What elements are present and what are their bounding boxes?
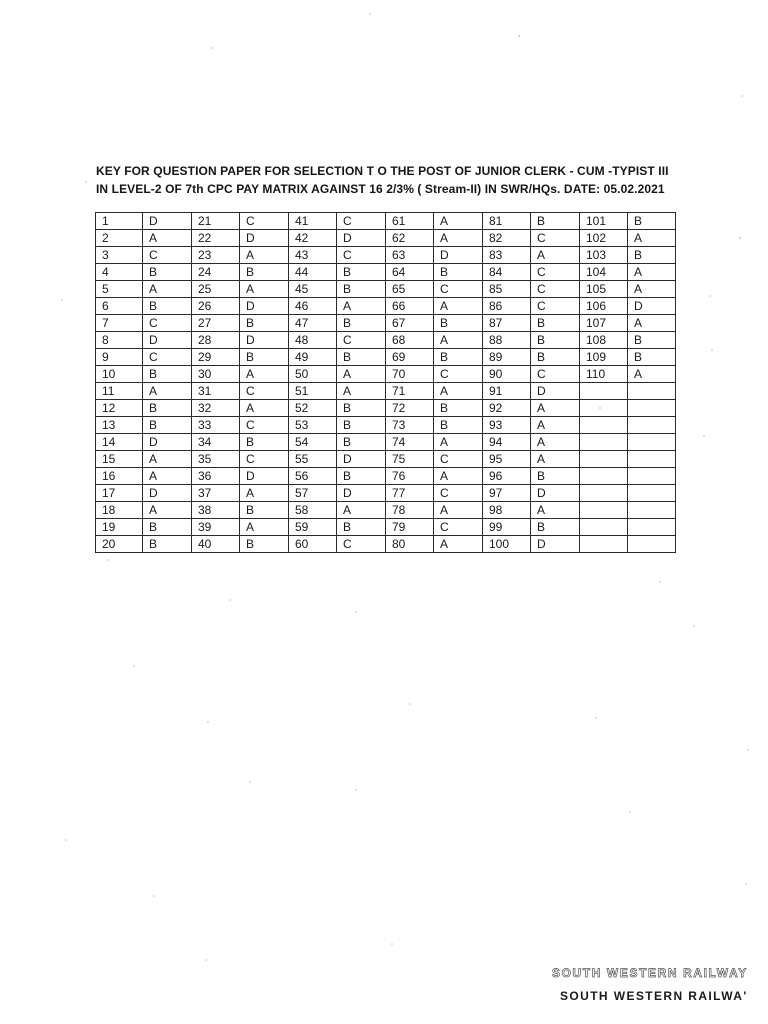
- question-number-cell: 77: [386, 485, 434, 502]
- question-number-cell: 19: [96, 519, 143, 536]
- question-number-cell: 89: [483, 349, 531, 366]
- answer-cell: B: [337, 417, 386, 434]
- answer-cell: B: [531, 468, 580, 485]
- answer-cell: C: [434, 366, 483, 383]
- question-number-cell: 83: [483, 247, 531, 264]
- answer-cell: B: [434, 417, 483, 434]
- answer-cell: [628, 434, 676, 451]
- answer-cell: A: [628, 230, 676, 247]
- answer-cell: C: [337, 247, 386, 264]
- question-number-cell: 90: [483, 366, 531, 383]
- answer-cell: [628, 400, 676, 417]
- question-number-cell: 23: [192, 247, 240, 264]
- question-number-cell: 87: [483, 315, 531, 332]
- answer-cell: B: [531, 349, 580, 366]
- question-number-cell: 46: [289, 298, 337, 315]
- question-number-cell: 69: [386, 349, 434, 366]
- title-line-2: IN LEVEL-2 OF 7th CPC PAY MATRIX AGAINST 16 2/3% ( Stream-II) IN SWR/HQs. DATE: 05.02.2021: [96, 182, 665, 196]
- question-number-cell: [580, 417, 628, 434]
- question-number-cell: [580, 434, 628, 451]
- answer-cell: B: [337, 468, 386, 485]
- answer-cell: A: [531, 417, 580, 434]
- answer-cell: A: [434, 213, 483, 230]
- answer-cell: A: [337, 298, 386, 315]
- question-number-cell: 10: [96, 366, 143, 383]
- question-number-cell: 30: [192, 366, 240, 383]
- answer-cell: C: [531, 230, 580, 247]
- answer-cell: D: [143, 434, 192, 451]
- question-number-cell: 73: [386, 417, 434, 434]
- question-number-cell: 51: [289, 383, 337, 400]
- answer-cell: B: [240, 264, 289, 281]
- question-number-cell: 50: [289, 366, 337, 383]
- answer-cell: C: [531, 366, 580, 383]
- answer-cell: D: [531, 485, 580, 502]
- answer-cell: A: [434, 502, 483, 519]
- answer-cell: A: [531, 400, 580, 417]
- answer-cell: A: [434, 230, 483, 247]
- question-number-cell: 29: [192, 349, 240, 366]
- page-title: [96, 162, 696, 198]
- answer-cell: B: [240, 315, 289, 332]
- question-number-cell: [580, 451, 628, 468]
- question-number-cell: 21: [192, 213, 240, 230]
- question-number-cell: 61: [386, 213, 434, 230]
- answer-cell: B: [143, 366, 192, 383]
- answer-cell: D: [531, 536, 580, 553]
- question-number-cell: [580, 502, 628, 519]
- question-number-cell: 6: [96, 298, 143, 315]
- question-number-cell: 95: [483, 451, 531, 468]
- table-row: [96, 230, 676, 247]
- question-number-cell: 88: [483, 332, 531, 349]
- question-number-cell: 11: [96, 383, 143, 400]
- question-number-cell: 5: [96, 281, 143, 298]
- answer-cell: [628, 417, 676, 434]
- answer-cell: B: [337, 349, 386, 366]
- question-number-cell: 43: [289, 247, 337, 264]
- answer-cell: D: [143, 485, 192, 502]
- answer-cell: C: [337, 332, 386, 349]
- answer-cell: A: [628, 264, 676, 281]
- question-number-cell: 2: [96, 230, 143, 247]
- question-number-cell: [580, 485, 628, 502]
- answer-cell: D: [434, 247, 483, 264]
- answer-cell: B: [434, 400, 483, 417]
- answer-cell: C: [143, 247, 192, 264]
- table-row: [96, 332, 676, 349]
- answer-cell: B: [434, 264, 483, 281]
- question-number-cell: 38: [192, 502, 240, 519]
- answer-cell: B: [628, 213, 676, 230]
- answer-cell: C: [434, 485, 483, 502]
- answer-cell: B: [434, 315, 483, 332]
- answer-cell: D: [143, 213, 192, 230]
- answer-cell: A: [337, 383, 386, 400]
- railway-stamp: SOUTH WESTERN RAILWA': [560, 989, 748, 1003]
- question-number-cell: 99: [483, 519, 531, 536]
- table-row: [96, 485, 676, 502]
- answer-cell: B: [143, 298, 192, 315]
- question-number-cell: 97: [483, 485, 531, 502]
- answer-cell: C: [531, 298, 580, 315]
- question-number-cell: 54: [289, 434, 337, 451]
- title-line-1: KEY FOR QUESTION PAPER FOR SELECTION T O THE POST OF JUNIOR CLERK - CUM -TYPIST III: [96, 164, 669, 178]
- question-number-cell: 41: [289, 213, 337, 230]
- question-number-cell: [580, 383, 628, 400]
- question-number-cell: 78: [386, 502, 434, 519]
- answer-cell: B: [240, 434, 289, 451]
- table-row: [96, 366, 676, 383]
- table-row: [96, 213, 676, 230]
- question-number-cell: 47: [289, 315, 337, 332]
- answer-cell: [628, 485, 676, 502]
- question-number-cell: 76: [386, 468, 434, 485]
- answer-cell: B: [531, 213, 580, 230]
- question-number-cell: 102: [580, 230, 628, 247]
- answer-key-table: [95, 212, 676, 553]
- question-number-cell: 24: [192, 264, 240, 281]
- question-number-cell: 34: [192, 434, 240, 451]
- answer-cell: A: [143, 502, 192, 519]
- question-number-cell: 32: [192, 400, 240, 417]
- question-number-cell: 20: [96, 536, 143, 553]
- table-row: [96, 519, 676, 536]
- table-row: [96, 502, 676, 519]
- question-number-cell: 22: [192, 230, 240, 247]
- question-number-cell: 84: [483, 264, 531, 281]
- question-number-cell: 71: [386, 383, 434, 400]
- answer-cell: D: [143, 332, 192, 349]
- answer-cell: C: [434, 519, 483, 536]
- question-number-cell: 3: [96, 247, 143, 264]
- question-number-cell: 60: [289, 536, 337, 553]
- table-row: [96, 298, 676, 315]
- answer-cell: D: [337, 230, 386, 247]
- question-number-cell: 108: [580, 332, 628, 349]
- question-number-cell: 103: [580, 247, 628, 264]
- answer-cell: B: [434, 349, 483, 366]
- answer-cell: D: [240, 298, 289, 315]
- answer-cell: D: [240, 468, 289, 485]
- question-number-cell: 44: [289, 264, 337, 281]
- question-number-cell: 109: [580, 349, 628, 366]
- answer-cell: B: [143, 536, 192, 553]
- answer-cell: A: [434, 332, 483, 349]
- answer-cell: A: [434, 468, 483, 485]
- question-number-cell: 72: [386, 400, 434, 417]
- answer-cell: A: [628, 315, 676, 332]
- answer-cell: A: [143, 451, 192, 468]
- answer-cell: A: [240, 400, 289, 417]
- question-number-cell: 80: [386, 536, 434, 553]
- question-number-cell: 94: [483, 434, 531, 451]
- question-number-cell: 27: [192, 315, 240, 332]
- question-number-cell: 1: [96, 213, 143, 230]
- question-number-cell: 14: [96, 434, 143, 451]
- answer-cell: D: [531, 383, 580, 400]
- answer-cell: B: [143, 519, 192, 536]
- question-number-cell: 16: [96, 468, 143, 485]
- answer-cell: A: [531, 247, 580, 264]
- question-number-cell: 55: [289, 451, 337, 468]
- question-number-cell: 49: [289, 349, 337, 366]
- answer-cell: [628, 536, 676, 553]
- question-number-cell: 96: [483, 468, 531, 485]
- question-number-cell: 53: [289, 417, 337, 434]
- question-number-cell: 15: [96, 451, 143, 468]
- answer-cell: A: [240, 366, 289, 383]
- answer-cell: B: [240, 349, 289, 366]
- table-row: [96, 383, 676, 400]
- question-number-cell: 39: [192, 519, 240, 536]
- question-number-cell: 31: [192, 383, 240, 400]
- question-number-cell: 106: [580, 298, 628, 315]
- answer-cell: A: [531, 434, 580, 451]
- answer-cell: A: [628, 366, 676, 383]
- question-number-cell: 9: [96, 349, 143, 366]
- answer-cell: B: [531, 315, 580, 332]
- question-number-cell: 107: [580, 315, 628, 332]
- question-number-cell: 45: [289, 281, 337, 298]
- question-number-cell: 59: [289, 519, 337, 536]
- railway-stamp-outline: SOUTH WESTERN RAILWAY: [552, 966, 748, 980]
- answer-cell: A: [240, 247, 289, 264]
- answer-cell: A: [531, 502, 580, 519]
- answer-cell: D: [240, 332, 289, 349]
- question-number-cell: 33: [192, 417, 240, 434]
- answer-cell: D: [337, 451, 386, 468]
- answer-cell: D: [240, 230, 289, 247]
- table-row: [96, 468, 676, 485]
- answer-cell: A: [143, 281, 192, 298]
- question-number-cell: 81: [483, 213, 531, 230]
- answer-cell: B: [143, 400, 192, 417]
- answer-cell: D: [337, 485, 386, 502]
- table-row: [96, 281, 676, 298]
- answer-cell: A: [434, 434, 483, 451]
- question-number-cell: 57: [289, 485, 337, 502]
- question-number-cell: 110: [580, 366, 628, 383]
- answer-cell: B: [337, 434, 386, 451]
- question-number-cell: 17: [96, 485, 143, 502]
- question-number-cell: 65: [386, 281, 434, 298]
- question-number-cell: 93: [483, 417, 531, 434]
- question-number-cell: 66: [386, 298, 434, 315]
- question-number-cell: 74: [386, 434, 434, 451]
- answer-cell: B: [531, 519, 580, 536]
- question-number-cell: 25: [192, 281, 240, 298]
- answer-cell: B: [337, 519, 386, 536]
- question-number-cell: 48: [289, 332, 337, 349]
- table-row: [96, 451, 676, 468]
- question-number-cell: 28: [192, 332, 240, 349]
- question-number-cell: 8: [96, 332, 143, 349]
- question-number-cell: 64: [386, 264, 434, 281]
- answer-cell: A: [434, 383, 483, 400]
- answer-cell: C: [337, 536, 386, 553]
- question-number-cell: 52: [289, 400, 337, 417]
- answer-cell: C: [531, 264, 580, 281]
- question-number-cell: 85: [483, 281, 531, 298]
- answer-cell: A: [240, 485, 289, 502]
- answer-cell: B: [240, 502, 289, 519]
- question-number-cell: 68: [386, 332, 434, 349]
- answer-cell: B: [240, 536, 289, 553]
- answer-cell: B: [143, 264, 192, 281]
- question-number-cell: 40: [192, 536, 240, 553]
- answer-cell: [628, 451, 676, 468]
- question-number-cell: 91: [483, 383, 531, 400]
- answer-cell: A: [143, 468, 192, 485]
- answer-cell: B: [143, 417, 192, 434]
- question-number-cell: 101: [580, 213, 628, 230]
- question-number-cell: 86: [483, 298, 531, 315]
- answer-key-body: [96, 213, 676, 553]
- answer-cell: [628, 383, 676, 400]
- answer-cell: A: [240, 281, 289, 298]
- question-number-cell: [580, 468, 628, 485]
- answer-cell: A: [143, 230, 192, 247]
- answer-cell: A: [434, 536, 483, 553]
- question-number-cell: 36: [192, 468, 240, 485]
- question-number-cell: 42: [289, 230, 337, 247]
- question-number-cell: 62: [386, 230, 434, 247]
- answer-cell: C: [434, 281, 483, 298]
- answer-cell: A: [240, 519, 289, 536]
- question-number-cell: 7: [96, 315, 143, 332]
- table-row: [96, 247, 676, 264]
- question-number-cell: [580, 400, 628, 417]
- question-number-cell: 18: [96, 502, 143, 519]
- answer-cell: B: [628, 349, 676, 366]
- question-number-cell: 12: [96, 400, 143, 417]
- answer-cell: [628, 502, 676, 519]
- question-number-cell: 13: [96, 417, 143, 434]
- answer-cell: C: [531, 281, 580, 298]
- answer-cell: B: [337, 264, 386, 281]
- question-number-cell: 63: [386, 247, 434, 264]
- question-number-cell: 35: [192, 451, 240, 468]
- answer-cell: B: [628, 332, 676, 349]
- answer-cell: A: [531, 451, 580, 468]
- answer-cell: [628, 468, 676, 485]
- answer-cell: C: [240, 383, 289, 400]
- table-row: [96, 264, 676, 281]
- answer-cell: C: [337, 213, 386, 230]
- question-number-cell: 56: [289, 468, 337, 485]
- table-row: [96, 536, 676, 553]
- answer-cell: B: [337, 281, 386, 298]
- question-number-cell: 4: [96, 264, 143, 281]
- question-number-cell: 70: [386, 366, 434, 383]
- answer-cell: C: [240, 213, 289, 230]
- question-number-cell: 104: [580, 264, 628, 281]
- answer-cell: B: [337, 400, 386, 417]
- question-number-cell: 105: [580, 281, 628, 298]
- question-number-cell: 26: [192, 298, 240, 315]
- question-number-cell: 58: [289, 502, 337, 519]
- answer-cell: A: [143, 383, 192, 400]
- question-number-cell: 79: [386, 519, 434, 536]
- answer-cell: B: [337, 315, 386, 332]
- answer-cell: [628, 519, 676, 536]
- question-number-cell: [580, 536, 628, 553]
- answer-cell: C: [143, 315, 192, 332]
- table-row: [96, 349, 676, 366]
- answer-cell: C: [434, 451, 483, 468]
- question-number-cell: 37: [192, 485, 240, 502]
- question-number-cell: 67: [386, 315, 434, 332]
- table-row: [96, 417, 676, 434]
- answer-cell: A: [434, 298, 483, 315]
- answer-cell: C: [143, 349, 192, 366]
- answer-cell: A: [337, 366, 386, 383]
- question-number-cell: 92: [483, 400, 531, 417]
- question-number-cell: 82: [483, 230, 531, 247]
- answer-cell: A: [337, 502, 386, 519]
- answer-cell: C: [240, 451, 289, 468]
- table-row: [96, 434, 676, 451]
- answer-cell: B: [628, 247, 676, 264]
- question-number-cell: 98: [483, 502, 531, 519]
- answer-cell: C: [240, 417, 289, 434]
- question-number-cell: 75: [386, 451, 434, 468]
- answer-cell: A: [628, 281, 676, 298]
- table-row: [96, 400, 676, 417]
- answer-cell: B: [531, 332, 580, 349]
- question-number-cell: 100: [483, 536, 531, 553]
- table-row: [96, 315, 676, 332]
- answer-cell: D: [628, 298, 676, 315]
- question-number-cell: [580, 519, 628, 536]
